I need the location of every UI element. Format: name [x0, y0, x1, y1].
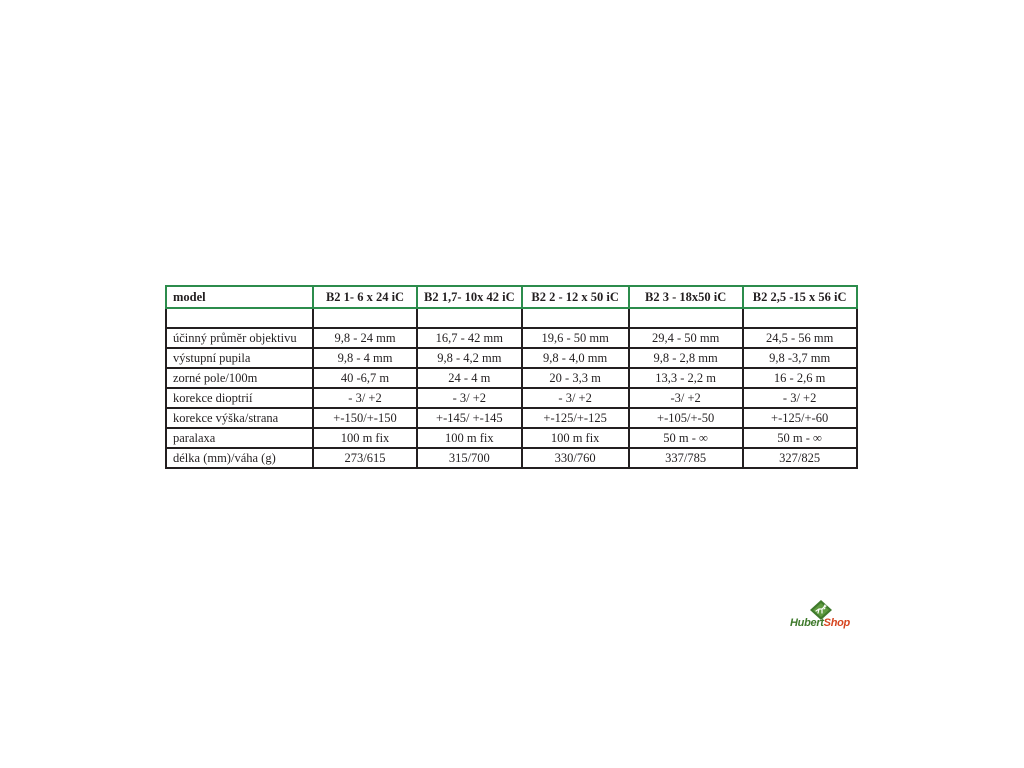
- table-row: [166, 368, 857, 388]
- hubertshop-logo: [784, 600, 856, 636]
- table-cell: 19,6 - 50 mm: [522, 328, 629, 348]
- table-cell: +-125/+-125: [522, 408, 629, 428]
- row-label: korekce dioptrií: [166, 388, 313, 408]
- table-cell: 315/700: [417, 448, 522, 468]
- table-cell: 9,8 - 24 mm: [313, 328, 417, 348]
- table-cell: -3/ +2: [629, 388, 743, 408]
- table-cell: 40 -6,7 m: [313, 368, 417, 388]
- table-row: [166, 448, 857, 468]
- spec-table: [165, 285, 858, 469]
- header-cell: B2 1- 6 x 24 iC: [313, 286, 417, 308]
- table-cell: 330/760: [522, 448, 629, 468]
- header-cell: B2 2 - 12 x 50 iC: [522, 286, 629, 308]
- table-cell: 100 m fix: [313, 428, 417, 448]
- table-row: [166, 328, 857, 348]
- table-cell: 24,5 - 56 mm: [743, 328, 857, 348]
- table-row: [166, 348, 857, 368]
- row-label: paralaxa: [166, 428, 313, 448]
- table-cell: 100 m fix: [417, 428, 522, 448]
- logo-text-hubert: Hubert: [790, 617, 824, 629]
- header-cell: model: [166, 286, 313, 308]
- table-cell: - 3/ +2: [522, 388, 629, 408]
- table-cell: - 3/ +2: [743, 388, 857, 408]
- table-cell: 273/615: [313, 448, 417, 468]
- row-label: účinný průměr objektivu: [166, 328, 313, 348]
- row-label: výstupní pupila: [166, 348, 313, 368]
- table-cell: - 3/ +2: [417, 388, 522, 408]
- table-cell: 24 - 4 m: [417, 368, 522, 388]
- table-cell: +-105/+-50: [629, 408, 743, 428]
- table-cell: 100 m fix: [522, 428, 629, 448]
- blank-cell: [313, 308, 417, 328]
- blank-cell: [743, 308, 857, 328]
- table-cell: 50 m - ∞: [743, 428, 857, 448]
- table-cell: 20 - 3,3 m: [522, 368, 629, 388]
- logo-text-shop: Shop: [823, 617, 850, 629]
- blank-cell: [417, 308, 522, 328]
- row-label: délka (mm)/váha (g): [166, 448, 313, 468]
- header-cell: B2 2,5 -15 x 56 iC: [743, 286, 857, 308]
- table-cell: 327/825: [743, 448, 857, 468]
- row-label: korekce výška/strana: [166, 408, 313, 428]
- table-header-row: [166, 286, 857, 308]
- table-cell: - 3/ +2: [313, 388, 417, 408]
- row-label: zorné pole/100m: [166, 368, 313, 388]
- table-blank-row: [166, 308, 857, 328]
- table-cell: 16 - 2,6 m: [743, 368, 857, 388]
- blank-cell: [166, 308, 313, 328]
- table-row: [166, 388, 857, 408]
- table-cell: 13,3 - 2,2 m: [629, 368, 743, 388]
- table-cell: 50 m - ∞: [629, 428, 743, 448]
- table-cell: 16,7 - 42 mm: [417, 328, 522, 348]
- table-row: [166, 428, 857, 448]
- table-cell: 9,8 - 2,8 mm: [629, 348, 743, 368]
- table-cell: 9,8 - 4 mm: [313, 348, 417, 368]
- header-cell: B2 3 - 18x50 iC: [629, 286, 743, 308]
- header-cell: B2 1,7- 10x 42 iC: [417, 286, 522, 308]
- blank-cell: [522, 308, 629, 328]
- table-cell: 9,8 -3,7 mm: [743, 348, 857, 368]
- table-cell: +-125/+-60: [743, 408, 857, 428]
- table-cell: 29,4 - 50 mm: [629, 328, 743, 348]
- table-cell: +-150/+-150: [313, 408, 417, 428]
- table-cell: +-145/ +-145: [417, 408, 522, 428]
- logo-wordmark: [784, 617, 856, 629]
- table-cell: 337/785: [629, 448, 743, 468]
- table-row: [166, 408, 857, 428]
- table-cell: 9,8 - 4,0 mm: [522, 348, 629, 368]
- table-cell: 9,8 - 4,2 mm: [417, 348, 522, 368]
- blank-cell: [629, 308, 743, 328]
